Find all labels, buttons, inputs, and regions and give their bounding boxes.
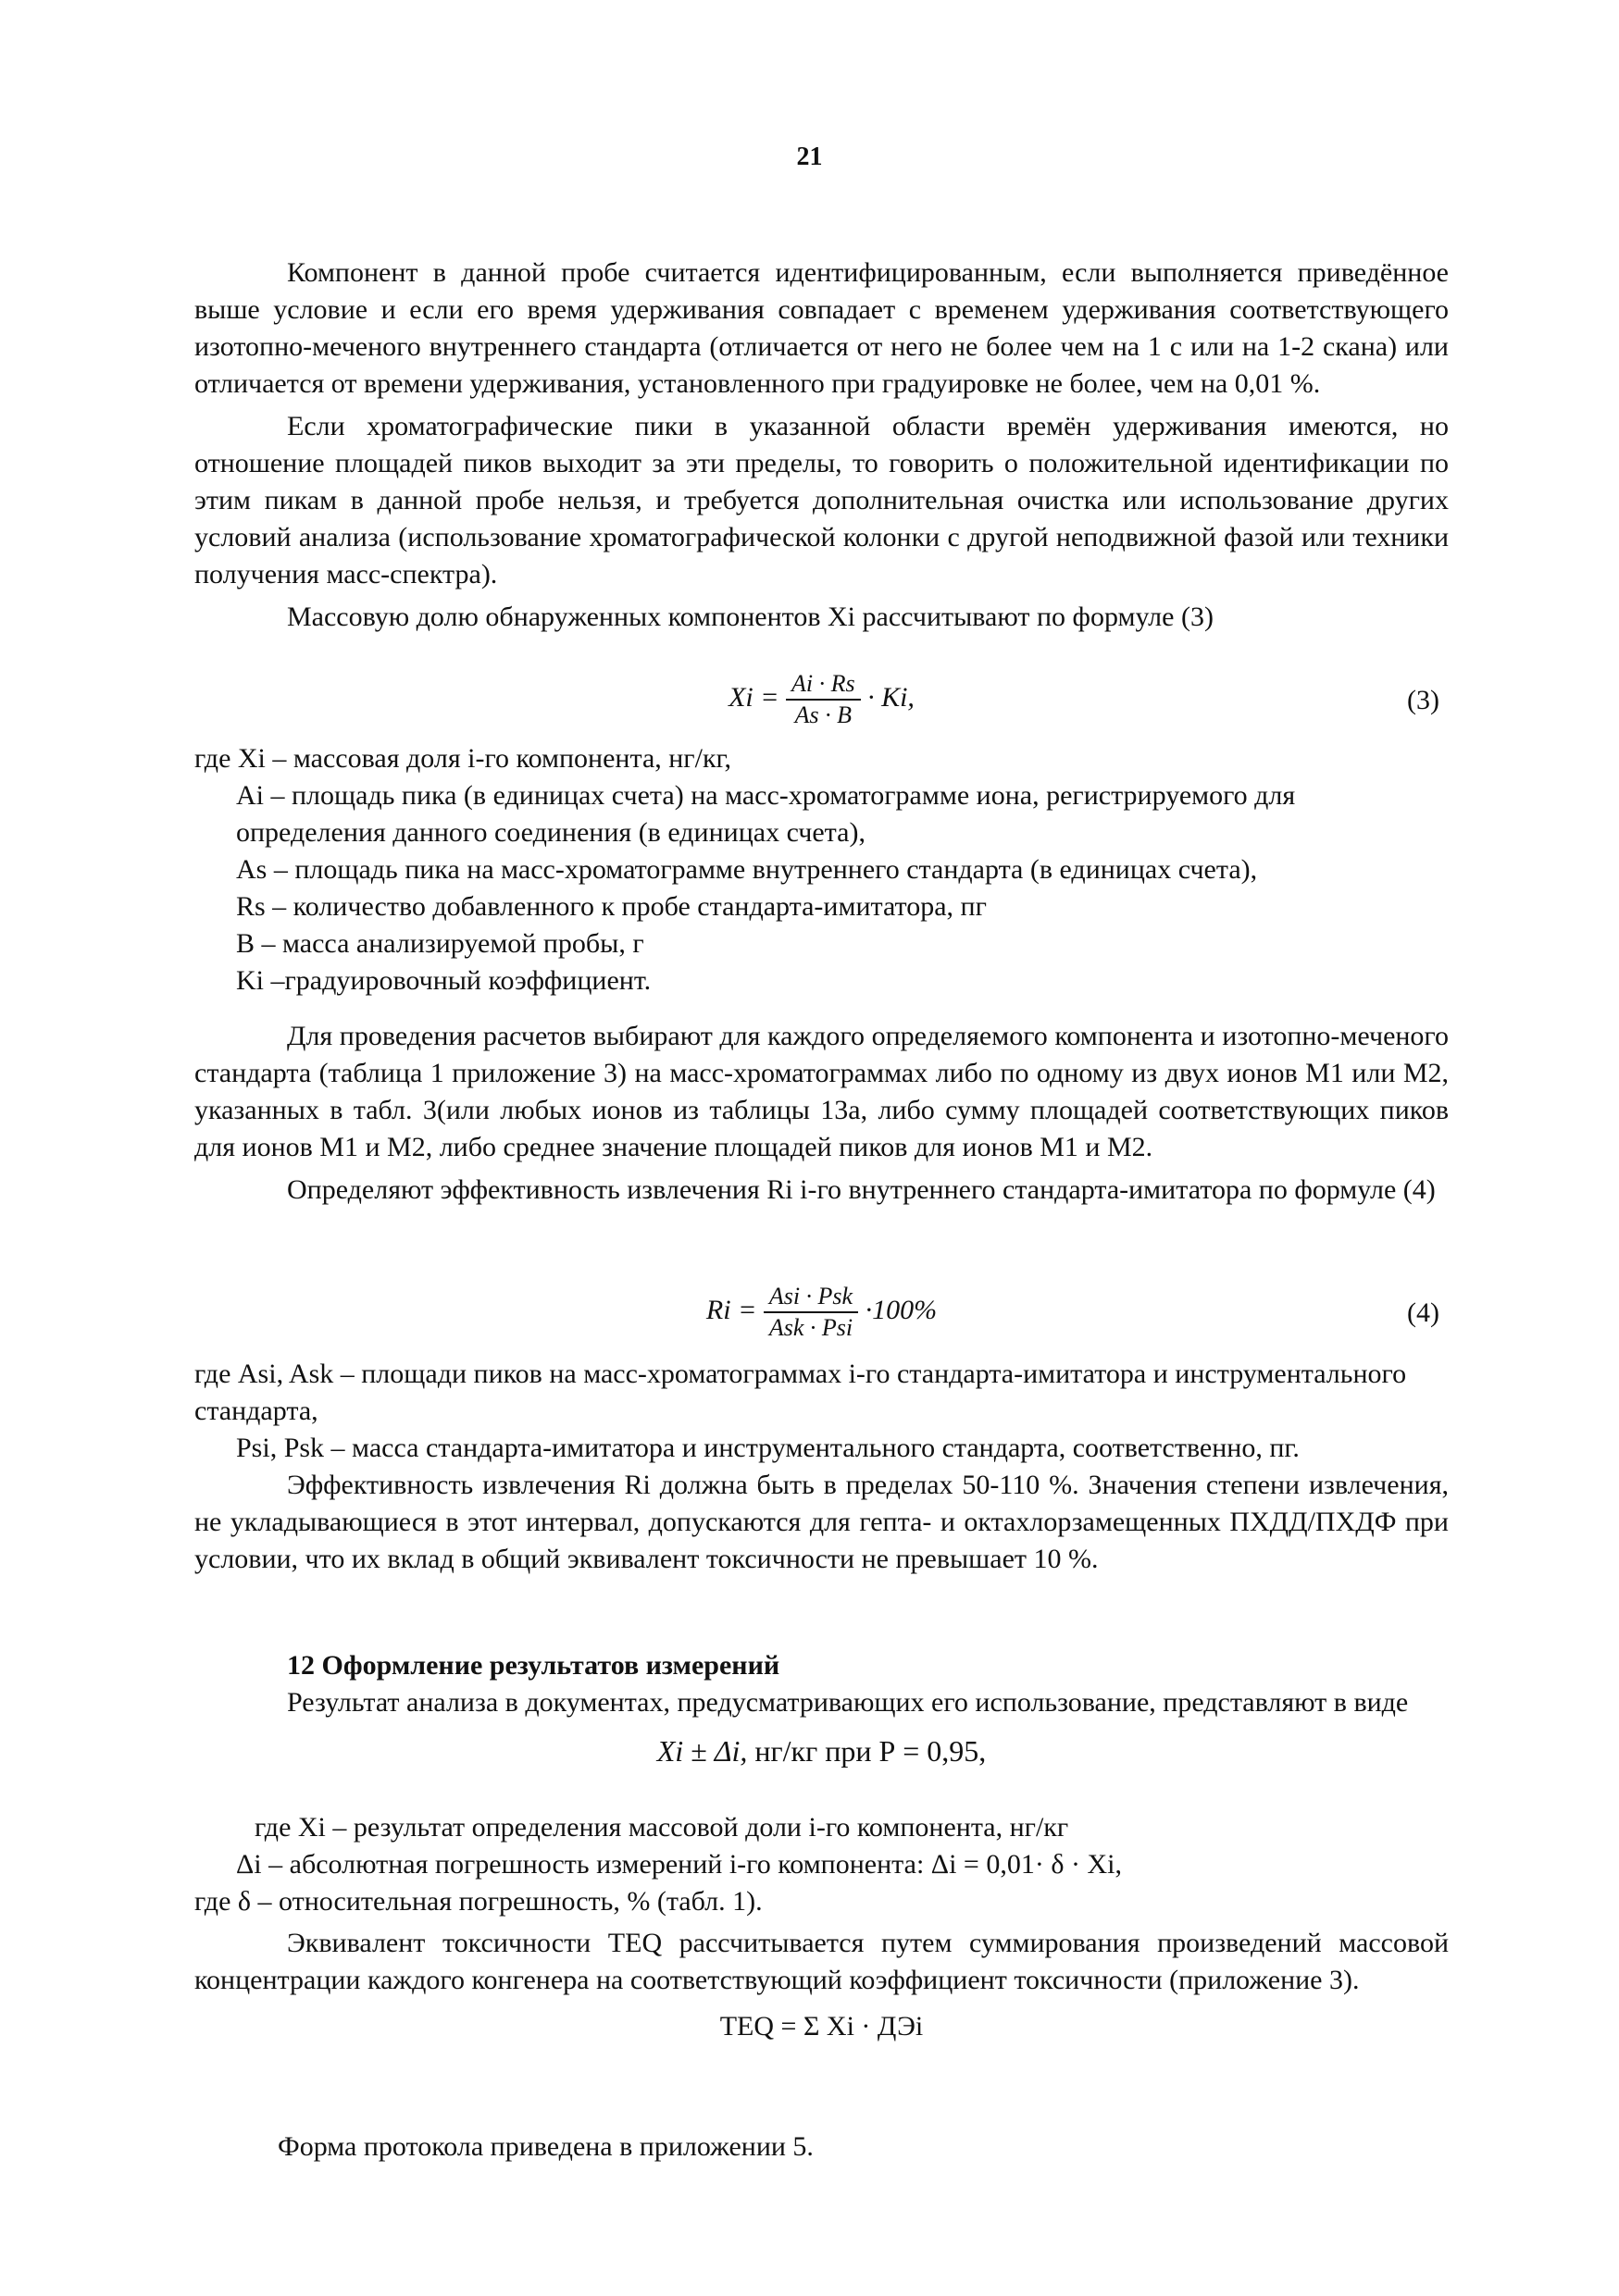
- formula-3-fraction: [786, 669, 861, 730]
- formula-3-definitions: [194, 740, 1449, 999]
- formula-3-number: (3): [1407, 685, 1439, 715]
- result-definitions: [194, 1809, 1449, 1920]
- formula-3-denominator: As · B: [794, 701, 852, 728]
- section-12: [194, 1647, 1449, 1769]
- definition-line: Δi – абсолютная погрешность измерений i-го компонента: Δi = 0,01· δ · Xi,: [236, 1849, 1122, 1880]
- formula-3: [194, 652, 1449, 754]
- formula-3-numerator: Ai · Rs: [786, 669, 861, 701]
- definition-line: где Asi, Ask – площади пиков на масс-хроматограммах i-го стандарта-имитатора и инструментального стандарта,: [194, 1359, 1407, 1426]
- body-text-top: [194, 254, 1449, 636]
- formula-4-denominator: Ask · Psi: [768, 1314, 853, 1341]
- paragraph-result-form: Результат анализа в документах, предусматривающих его использование, представляют в виде: [287, 1687, 1409, 1718]
- paragraph-recovery: Определяют эффективность извлечения Ri i-го внутреннего стандарта-имитатора по формуле (4): [287, 1174, 1436, 1205]
- body-text-recovery-limits: [194, 1467, 1449, 1578]
- paragraph-identification: Компонент в данной пробе считается идентифицированным, если выполняется приведённое выше условие и если его время удерживания совпадает с временем удерживания соответствующего изотопно-меченого внутреннего стандарта (отличается от него не более чем на 1 с или на 1-2 скана) или отличается от времени удерживания, установленного при градуировке не более, чем на 0,01 %.: [194, 257, 1449, 399]
- definition-line: Psi, Psk – масса стандарта-имитатора и инструментального стандарта, соответственно, пг.: [236, 1433, 1300, 1463]
- paragraph-teq: Эквивалент токсичности TEQ рассчитывается путем суммирования произведений массовой концентрации каждого конгенера на соответствующий коэффициент токсичности (приложение 3).: [194, 1928, 1449, 1995]
- paragraph-protocol: Форма протокола приведена в приложении 5.: [278, 2131, 814, 2162]
- formula-4-definitions: [194, 1356, 1449, 1467]
- definition-line: В – масса анализируемой пробы, г: [236, 928, 644, 959]
- formula-3-tail: · Ki,: [867, 681, 915, 713]
- paragraph-calculations: Для проведения расчетов выбирают для каждого определяемого компонента и изотопно-меченого стандарта (таблица 1 приложение 3) на масс-хроматограммах либо по одному из двух ионов М1 или М2, указанных в табл. 3(или любых ионов из таблицы 13а, либо сумму площадей соответствующих пиков для ионов М1 и М2, либо среднее значение площадей пиков для ионов М1 и М2.: [194, 1021, 1449, 1162]
- definition-line: As – площадь пика на масс-хроматограмме внутреннего стандарта (в единицах счета),: [236, 854, 1258, 885]
- teq-formula: TEQ = Σ Xi · ДЭi: [719, 2011, 924, 2042]
- body-text-middle: [194, 1018, 1449, 1209]
- body-text-teq: [194, 1925, 1449, 2045]
- formula-4-fraction: [764, 1282, 858, 1343]
- result-formula-tail: нг/кг при Р = 0,95,: [754, 1734, 987, 1768]
- definition-line: Ki –градуировочный коэффициент.: [236, 965, 652, 996]
- formula-4-number: (4): [1407, 1297, 1439, 1328]
- formula-4-tail: ·100%: [865, 1294, 938, 1325]
- definition-line: Rs – количество добавленного к пробе стандарта-имитатора, пг: [236, 891, 987, 922]
- definition-line: где Xi – массовая доля i-го компонента, нг/кг,: [194, 743, 731, 774]
- page-number: 21: [796, 143, 823, 171]
- definition-line: где Xi – результат определения массовой доли i-го компонента, нг/кг: [255, 1812, 1069, 1843]
- definition-line: где δ – относительная погрешность, % (табл. 1).: [194, 1886, 763, 1917]
- result-formula-expr: Xi ± Δi,: [656, 1734, 748, 1768]
- formula-4: [194, 1263, 1449, 1365]
- definition-line: Ai – площадь пика (в единицах счета) на масс-хроматограмме иона, регистрируемого для определения данного соединения (в единицах счета),: [236, 780, 1296, 848]
- paragraph-peaks: Если хроматографические пики в указанной области времён удерживания имеются, но отношение площадей пиков выходит за эти пределы, то говорить о положительной идентификации по этим пикам в данной пробе нельзя, и требуется дополнительная очистка или использование других условий анализа (использование хроматографической колонки с другой неподвижной фазой или техники получения масс-спектра).: [194, 411, 1449, 590]
- body-text-protocol: [194, 2128, 1449, 2166]
- paragraph-recovery-limits: Эффективность извлечения Ri должна быть в пределах 50-110 %. Значения степени извлечения, не укладывающиеся в этот интервал, допускаются для гепта- и октахлорзамещенных ПХДД/ПХДФ при условии, что их вклад в общий эквивалент токсичности не превышает 10 %.: [194, 1470, 1449, 1574]
- formula-4-numerator: Asi · Psk: [764, 1282, 858, 1313]
- result-formula: [194, 1732, 1449, 1769]
- formula-3-lhs: Xi =: [729, 681, 779, 713]
- formula-4-lhs: Ri =: [705, 1294, 757, 1325]
- paragraph-mass-fraction: Массовую долю обнаруженных компонентов Xi рассчитывают по формуле (3): [287, 602, 1214, 632]
- section-heading: 12 Оформление результатов измерений: [287, 1650, 780, 1681]
